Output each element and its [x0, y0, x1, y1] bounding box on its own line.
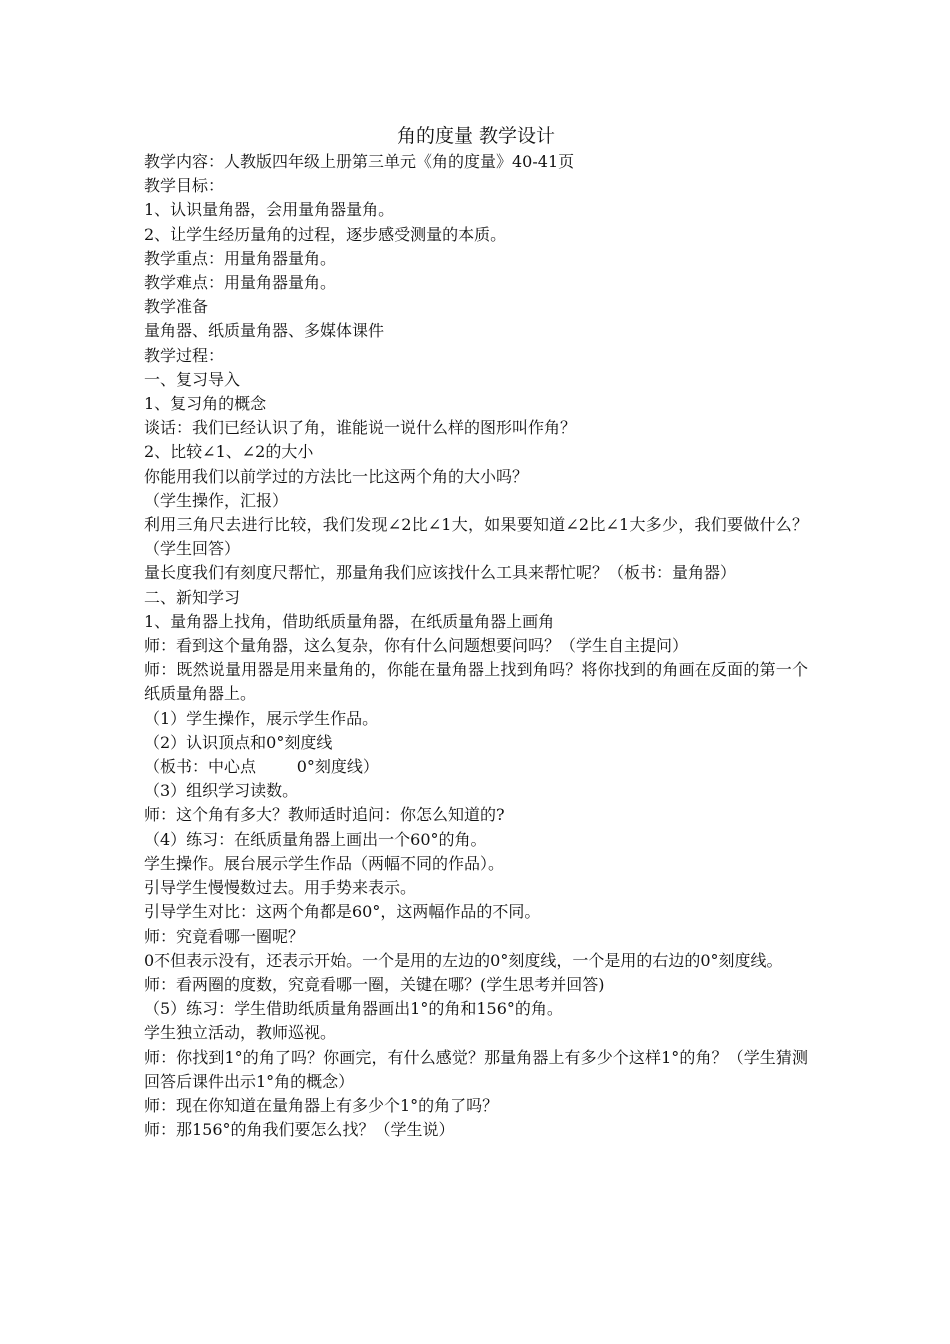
paragraph: 教学内容：人教版四年级上册第三单元《角的度量》40-41页	[144, 152, 575, 171]
paragraph: 量长度我们有刻度尺帮忙，那量角我们应该找什么工具来帮忙呢？（板书：量角器）	[144, 563, 737, 583]
paragraph: 1、认识量角器，会用量角器量角。	[144, 200, 395, 220]
paragraph: 1、复习角的概念	[144, 394, 267, 414]
paragraph: 教学准备	[144, 297, 209, 317]
paragraph: （学生操作，汇报）	[144, 490, 289, 510]
paragraph: 2、让学生经历量角的过程，逐步感受测量的本质。	[144, 224, 507, 244]
paragraph: 你能用我们以前学过的方法比一比这两个角的大小吗？	[144, 466, 529, 486]
paragraph: （4）练习：在纸质量角器上画出一个60°的角。	[144, 829, 487, 849]
paragraph: （板书：中心点 0°刻度线）	[144, 757, 379, 777]
paragraph: 学生独立活动，教师巡视。	[144, 1023, 337, 1043]
paragraph: （3）组织学习读数。	[144, 781, 299, 801]
paragraph: 1、量角器上找角，借助纸质量角器，在纸质量角器上画角	[144, 611, 555, 631]
paragraph: 师：究竟看哪一圈呢？	[144, 926, 305, 946]
paragraph: 教学难点：用量角器量角。	[144, 273, 337, 293]
paragraph: 师：那156°的角我们要怎么找？（学生说）	[144, 1120, 455, 1140]
paragraph: 师：看两圈的度数，究竟看哪一圈，关键在哪？(学生思考并回答)	[144, 974, 605, 994]
document-body	[144, 150, 808, 1142]
paragraph: 量角器、纸质量角器、多媒体课件	[144, 321, 385, 341]
paragraph: 谈话：我们已经认识了角，谁能说一说什么样的图形叫作角？	[144, 418, 577, 438]
paragraph: 师：现在你知道在量角器上有多少个1°的角了吗？	[144, 1095, 499, 1115]
paragraph: 教学重点：用量角器量角。	[144, 248, 337, 268]
document-page	[144, 122, 808, 1142]
paragraph: 利用三角尺去进行比较，我们发现∠2比∠1大，如果要知道∠2比∠1大多少，我们要做什么？（学生回答）	[144, 515, 808, 559]
paragraph: 一、复习导入	[144, 369, 241, 389]
paragraph: 二、新知学习	[144, 587, 241, 607]
paragraph: （1）学生操作，展示学生作品。	[144, 708, 379, 728]
paragraph: 师：看到这个量角器，这么复杂，你有什么问题想要问吗？（学生自主提问）	[144, 636, 689, 656]
paragraph: 引导学生慢慢数过去。用手势来表示。	[144, 878, 417, 898]
paragraph: 学生操作。展台展示学生作品（两幅不同的作品）。	[144, 853, 505, 873]
paragraph: 0不但表示没有，还表示开始。一个是用的左边的0°刻度线，一个是用的右边的0°刻度线。	[144, 950, 783, 970]
paragraph: 引导学生对比：这两个角都是60°，这两幅作品的不同。	[144, 902, 541, 922]
paragraph: 2、比较∠1、∠2的大小	[144, 442, 314, 462]
document-title: 角的度量 教学设计	[396, 125, 556, 147]
paragraph: （5）练习：学生借助纸质量角器画出1°的角和156°的角。	[144, 999, 563, 1019]
paragraph: （2）认识顶点和0°刻度线	[144, 732, 333, 752]
paragraph: 师：既然说量用器是用来量角的，你能在量角器上找到角吗？将你找到的角画在反面的第一个纸质量角器上。	[144, 660, 808, 704]
paragraph: 师：你找到1°的角了吗？你画完，有什么感觉？那量角器上有多少个这样1°的角？（学生猜测回答后课件出示1°角的概念）	[144, 1047, 808, 1091]
paragraph: 教学过程：	[144, 345, 225, 365]
paragraph: 师：这个角有多大？教师适时追问：你怎么知道的?	[144, 805, 505, 825]
paragraph: 教学目标：	[144, 176, 225, 196]
